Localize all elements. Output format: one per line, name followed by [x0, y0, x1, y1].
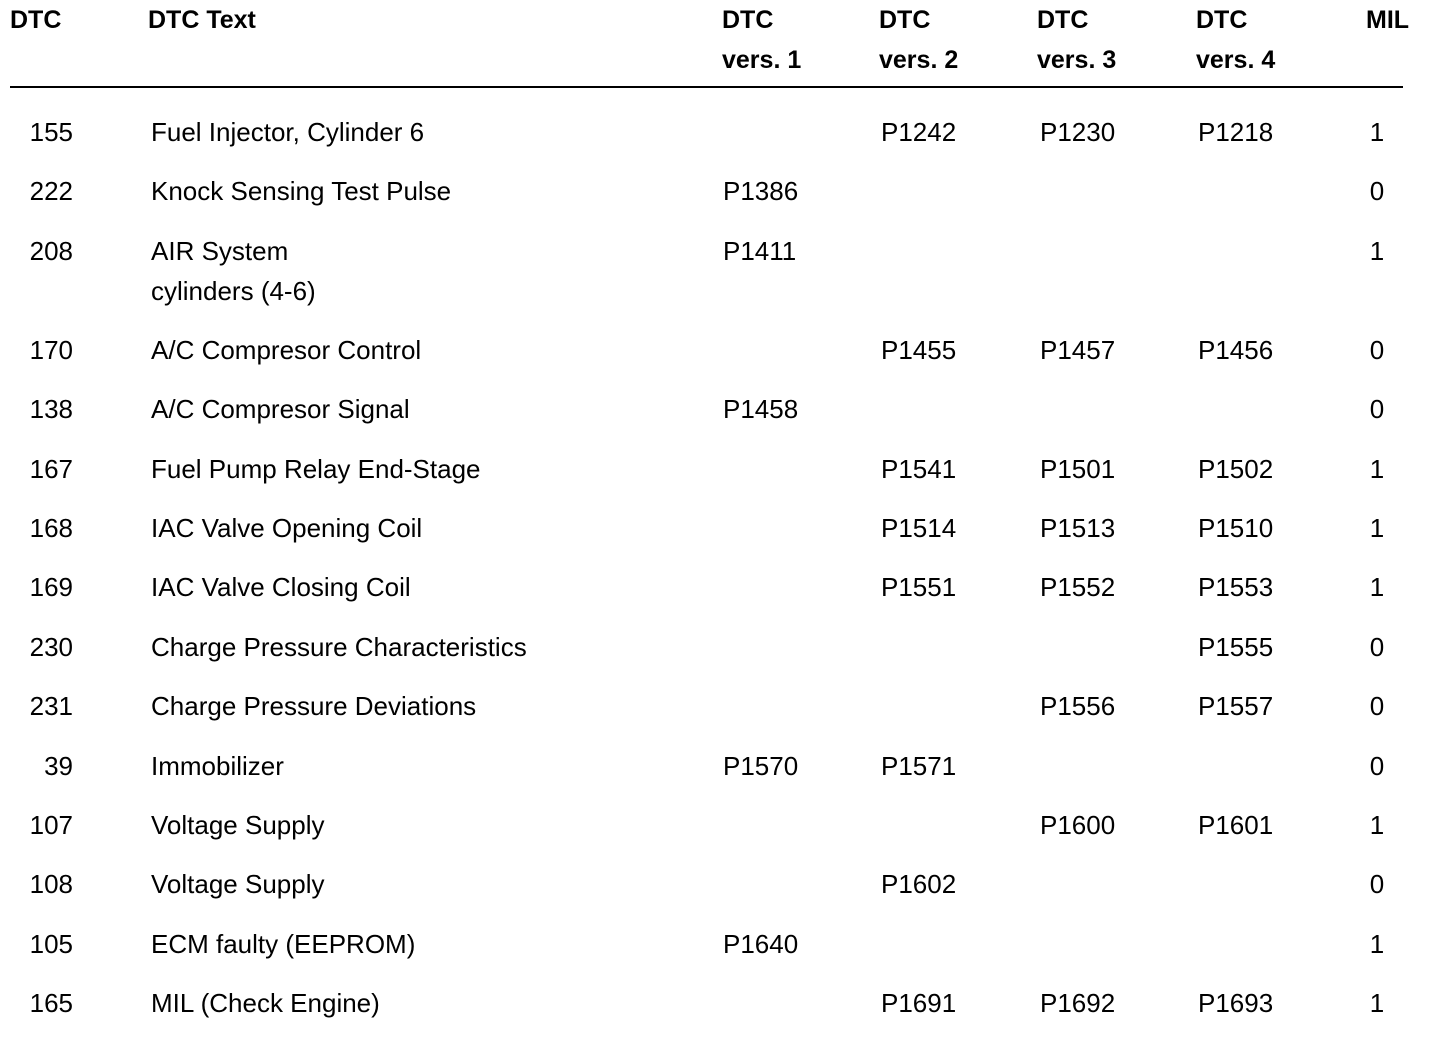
header-dtc-vers-1: [722, 0, 801, 80]
table-row: [0, 563, 1440, 622]
table-row: [0, 623, 1440, 682]
dtc-vers-2: P1571: [881, 750, 957, 781]
mil-status: 0: [1369, 334, 1385, 365]
header-dtc-text: [148, 0, 256, 40]
dtc-vers-3: P1230: [1040, 117, 1116, 147]
dtc-text-line: AIR System: [151, 235, 289, 266]
header-v3-line2: vers. 3: [1037, 46, 1117, 74]
dtc-vers-4: P1510: [1198, 512, 1274, 543]
dtc-text-line: Charge Pressure Deviations: [151, 691, 477, 722]
dtc-vers-4: P1553: [1198, 572, 1274, 603]
dtc-text: [151, 627, 711, 667]
dtc-vers-4: P1456: [1198, 334, 1274, 365]
table-row: [0, 742, 1440, 801]
mil-status: 0: [1369, 869, 1385, 900]
dtc-vers-1: P1386: [723, 176, 799, 207]
dtc-text: [151, 924, 711, 964]
header-dtc-label: DTC: [10, 6, 62, 34]
dtc-code: 231: [29, 691, 73, 722]
dtc-code: 138: [29, 394, 73, 425]
table-row: [0, 385, 1440, 444]
dtc-code: 170: [29, 334, 73, 365]
table-row: [0, 682, 1440, 741]
dtc-vers-4: P1218: [1198, 117, 1274, 147]
dtc-text-line: cylinders (4-6): [151, 275, 316, 306]
mil-status: 0: [1369, 691, 1385, 722]
dtc-vers-2: P1242: [881, 117, 957, 147]
dtc-code: 165: [29, 988, 73, 1019]
header-mil-label: MIL: [1366, 6, 1410, 34]
dtc-text-line: ECM faulty (EEPROM): [151, 928, 416, 959]
dtc-code: 169: [29, 572, 73, 603]
dtc-text: [151, 330, 711, 370]
dtc-text: [151, 805, 711, 845]
dtc-text: [151, 983, 711, 1023]
header-v3-line1: DTC: [1037, 6, 1089, 34]
header-dtc: [10, 0, 61, 40]
dtc-vers-1: P1640: [723, 928, 799, 959]
header-v1-line1: DTC: [722, 6, 774, 34]
mil-status: 1: [1369, 453, 1385, 484]
table-header: [0, 0, 1440, 86]
dtc-code: 167: [29, 453, 73, 484]
dtc-vers-2: P1602: [881, 869, 957, 900]
mil-status: 1: [1369, 572, 1385, 603]
table-row: [0, 860, 1440, 919]
dtc-code: 108: [29, 869, 73, 900]
table-row: [0, 108, 1440, 167]
mil-status: 0: [1369, 394, 1385, 425]
table-row: [0, 979, 1440, 1038]
dtc-text: [151, 389, 711, 429]
dtc-vers-2: P1541: [881, 453, 957, 484]
dtc-text: [151, 567, 711, 607]
mil-status: 1: [1369, 117, 1385, 147]
dtc-text-line: Knock Sensing Test Pulse: [151, 176, 452, 207]
dtc-text-line: Fuel Pump Relay End-Stage: [151, 453, 481, 484]
header-v2-line1: DTC: [879, 6, 931, 34]
dtc-vers-4: P1693: [1198, 988, 1274, 1019]
table-body: [0, 108, 1440, 1038]
mil-status: 1: [1369, 512, 1385, 543]
dtc-code: 107: [29, 809, 73, 840]
dtc-vers-3: P1501: [1040, 453, 1116, 484]
dtc-text-line: Voltage Supply: [151, 869, 325, 900]
header-divider: [10, 86, 1403, 88]
dtc-text-line: IAC Valve Closing Coil: [151, 572, 411, 603]
header-v2-line2: vers. 2: [879, 46, 959, 74]
dtc-text: [151, 686, 711, 726]
dtc-text: [151, 171, 711, 211]
header-v4-line1: DTC: [1196, 6, 1248, 34]
header-dtc-vers-2: [879, 0, 958, 80]
header-v1-line2: vers. 1: [722, 46, 802, 74]
dtc-vers-3: P1556: [1040, 691, 1116, 722]
dtc-vers-4: P1601: [1198, 809, 1274, 840]
dtc-vers-1: P1458: [723, 394, 799, 425]
dtc-text-line: Fuel Injector, Cylinder 6: [151, 117, 425, 147]
mil-status: 1: [1369, 809, 1385, 840]
dtc-code: 230: [29, 631, 73, 662]
dtc-code: 105: [29, 928, 73, 959]
table-row: [0, 326, 1440, 385]
table-row: [0, 167, 1440, 226]
table-row: [0, 504, 1440, 563]
dtc-vers-1: P1411: [723, 235, 797, 266]
dtc-vers-3: P1457: [1040, 334, 1116, 365]
dtc-text: [151, 112, 711, 152]
dtc-text-line: MIL (Check Engine): [151, 988, 380, 1019]
dtc-text-line: Voltage Supply: [151, 809, 325, 840]
dtc-code: 168: [29, 512, 73, 543]
dtc-vers-3: P1600: [1040, 809, 1116, 840]
dtc-vers-3: P1552: [1040, 572, 1116, 603]
dtc-text-line: A/C Compresor Signal: [151, 394, 410, 425]
mil-status: 1: [1369, 988, 1385, 1019]
dtc-text: [151, 231, 711, 311]
dtc-vers-2: P1551: [881, 572, 957, 603]
header-mil: [1366, 0, 1409, 40]
dtc-vers-3: P1692: [1040, 988, 1116, 1019]
dtc-code: 155: [29, 117, 73, 147]
dtc-text: [151, 508, 711, 548]
header-dtc-vers-4: [1196, 0, 1275, 80]
dtc-vers-2: P1455: [881, 334, 957, 365]
mil-status: 1: [1369, 928, 1385, 959]
dtc-text-line: IAC Valve Opening Coil: [151, 512, 423, 543]
dtc-vers-1: P1570: [723, 750, 799, 781]
dtc-code: 222: [29, 176, 73, 207]
dtc-vers-2: P1514: [881, 512, 957, 543]
dtc-vers-4: P1502: [1198, 453, 1274, 484]
mil-status: 0: [1369, 631, 1385, 662]
dtc-vers-4: P1557: [1198, 691, 1274, 722]
dtc-text-line: A/C Compresor Control: [151, 334, 422, 365]
dtc-code: 39: [44, 750, 73, 781]
mil-status: 0: [1369, 750, 1385, 781]
dtc-text: [151, 864, 711, 904]
table-row: [0, 227, 1440, 326]
dtc-vers-3: P1513: [1040, 512, 1116, 543]
dtc-text: [151, 449, 711, 489]
header-v4-line2: vers. 4: [1196, 46, 1276, 74]
mil-status: 1: [1369, 235, 1385, 266]
header-dtc-text-label: DTC Text: [148, 6, 256, 34]
dtc-vers-4: P1555: [1198, 631, 1274, 662]
table-row: [0, 801, 1440, 860]
dtc-text: [151, 746, 711, 786]
dtc-text-line: Immobilizer: [151, 750, 284, 781]
header-dtc-vers-3: [1037, 0, 1116, 80]
dtc-vers-2: P1691: [881, 988, 957, 1019]
dtc-text-line: Charge Pressure Characteristics: [151, 631, 527, 662]
table-row: [0, 920, 1440, 979]
mil-status: 0: [1369, 176, 1385, 207]
table-row: [0, 445, 1440, 504]
dtc-code: 208: [29, 235, 73, 266]
